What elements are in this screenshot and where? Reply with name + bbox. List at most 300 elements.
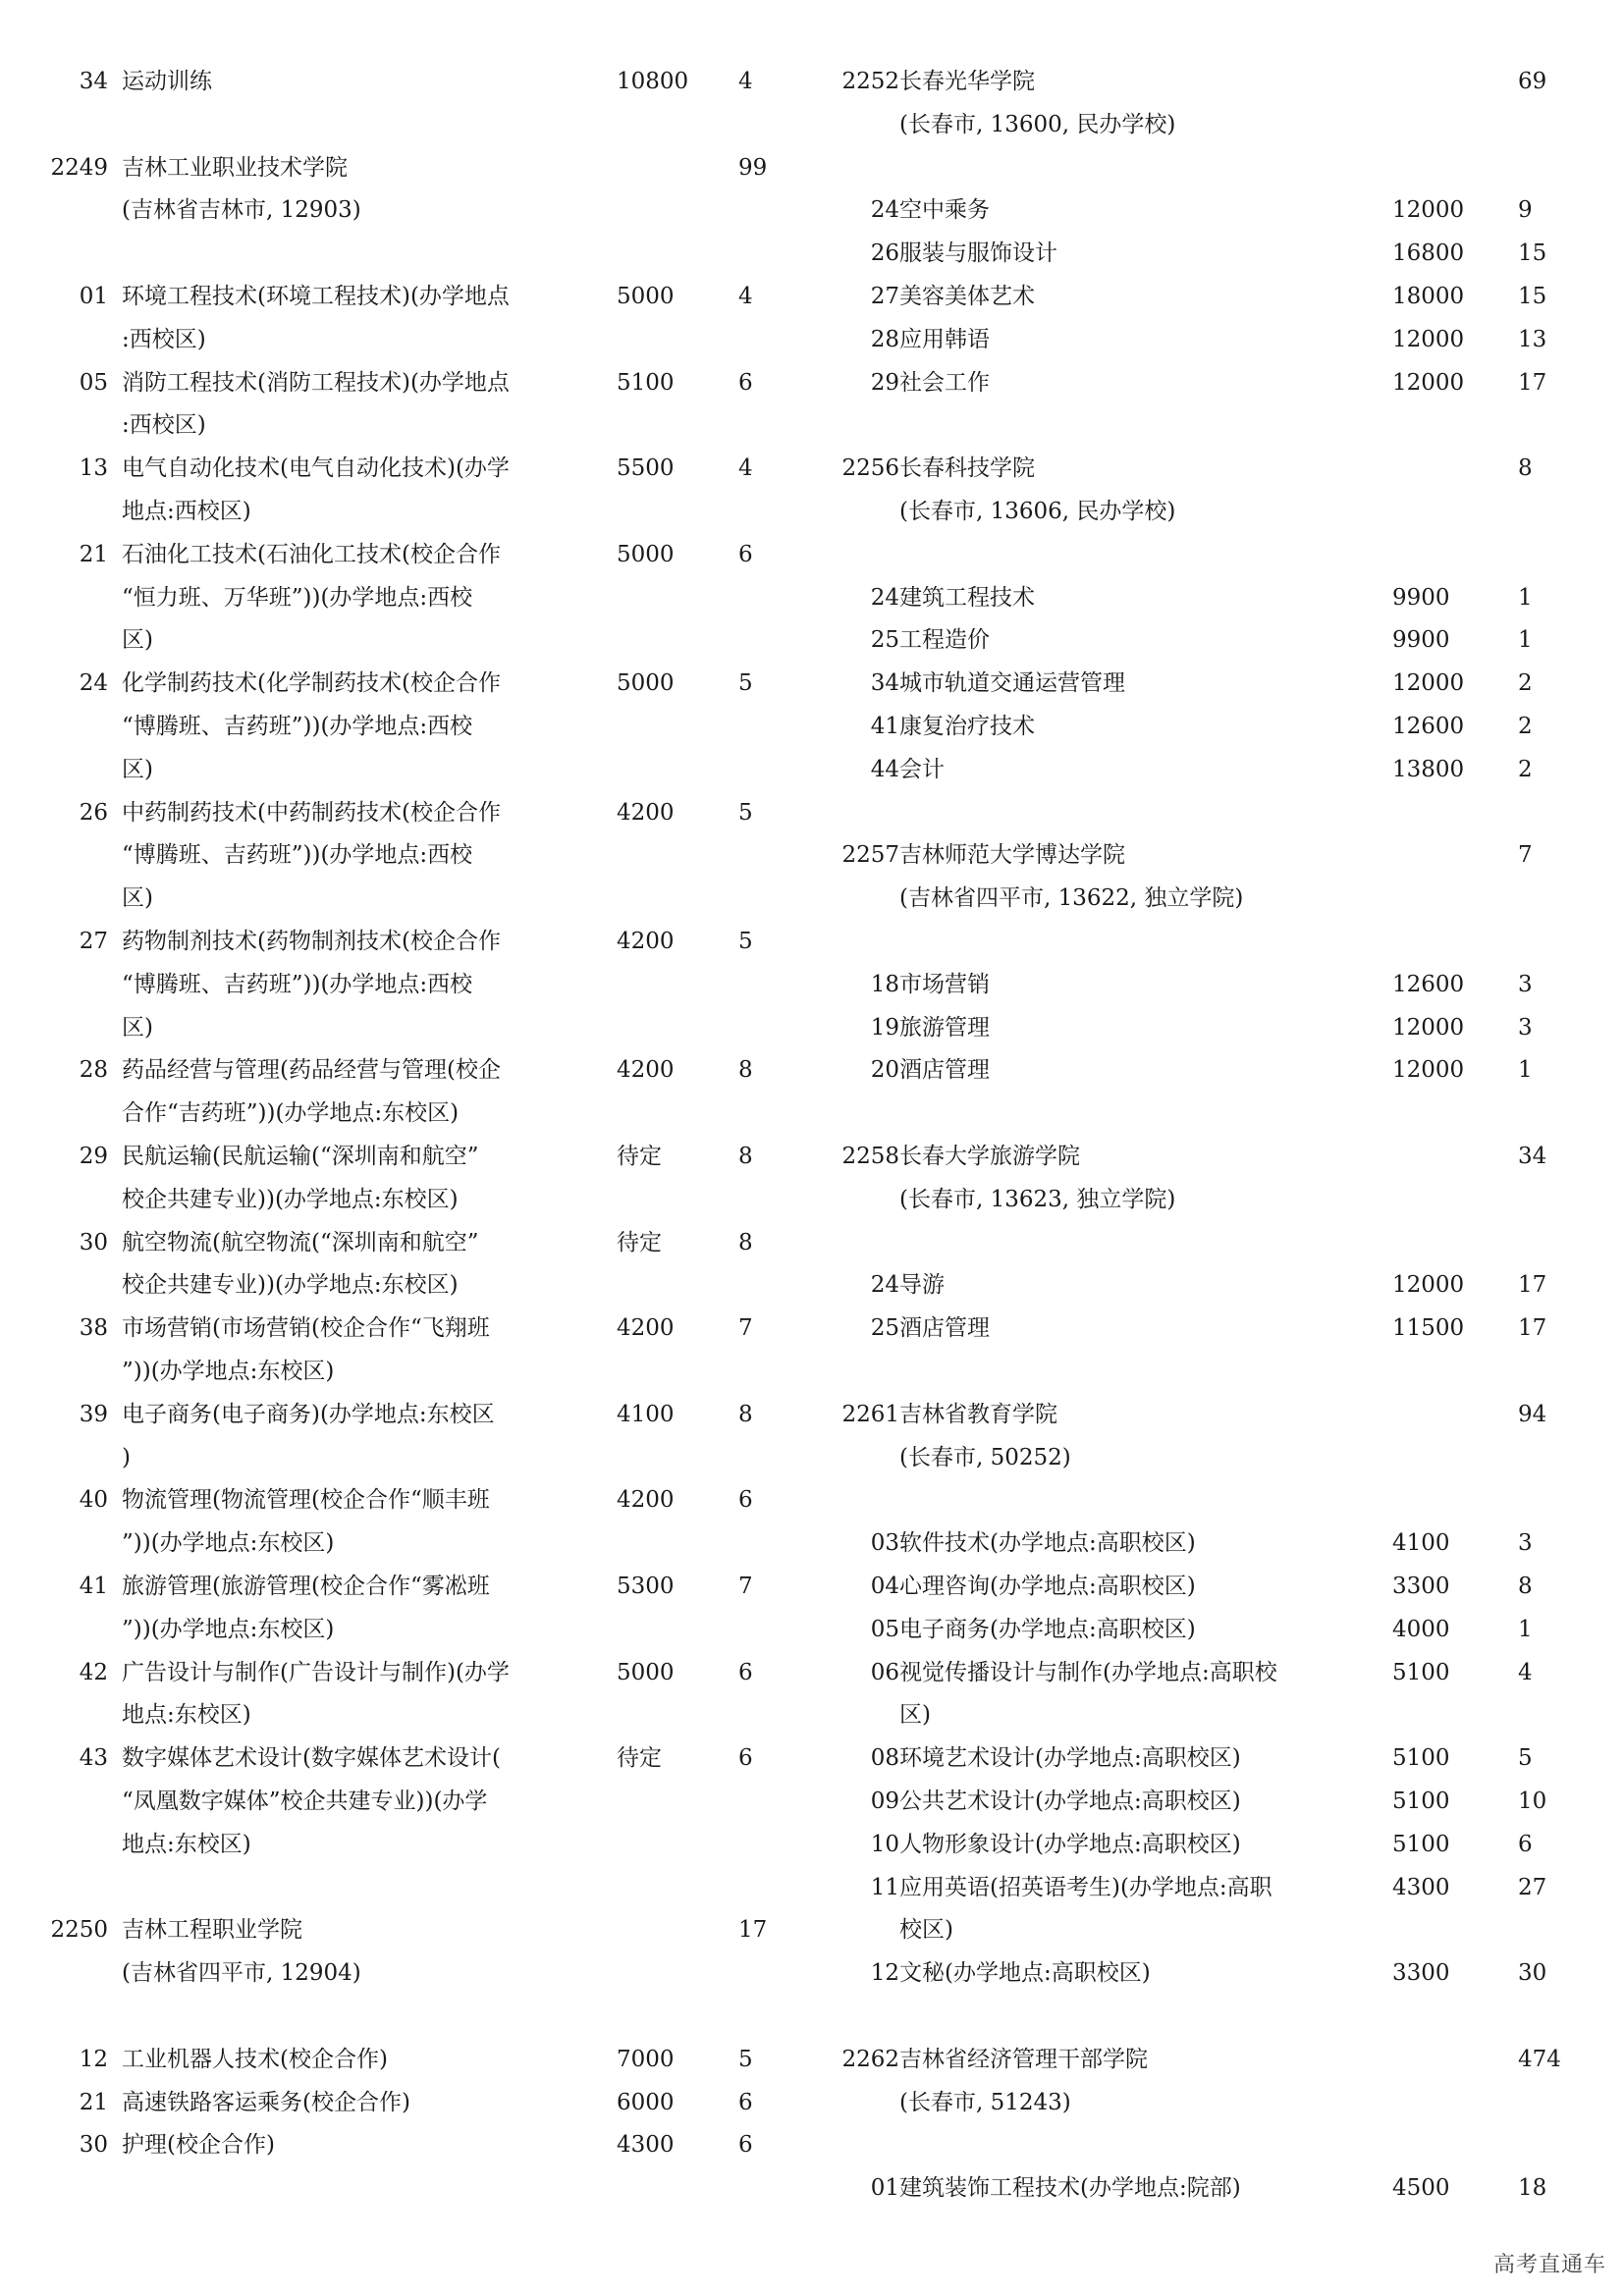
institution-info: (长春市, 13623, 独立学院)	[899, 1186, 1176, 1212]
major-name: 药品经营与管理(药品经营与管理(校企	[122, 1057, 501, 1084]
tuition-fee: 5100	[1392, 1659, 1450, 1685]
institution-code: 2258	[841, 1144, 899, 1169]
tuition-fee: 4000	[1392, 1616, 1450, 1642]
tuition-fee: 12000	[1392, 1014, 1465, 1041]
major-name: 运动训练	[122, 69, 212, 94]
major-row	[805, 275, 1624, 318]
major-name: 石油化工技术(石油化工技术(校企合作	[122, 541, 501, 567]
major-row	[0, 662, 805, 705]
major-row	[0, 1780, 805, 1823]
institution-row	[805, 490, 1624, 533]
major-name: 导游	[899, 1272, 945, 1299]
major-row	[0, 748, 805, 791]
institution-code: 2256	[841, 455, 899, 482]
institution-name: 长春大学旅游学院	[899, 1144, 1080, 1169]
major-name: 合作“吉药班”))(办学地点:东校区)	[122, 1100, 460, 1127]
major-row	[805, 1780, 1624, 1823]
tuition-fee: 9900	[1392, 627, 1450, 654]
major-row	[805, 1866, 1624, 1909]
major-row	[0, 1263, 805, 1307]
major-row	[0, 318, 805, 361]
institution-name: 长春科技学院	[899, 455, 1035, 482]
plan-count: 6	[1518, 1831, 1533, 1857]
major-row	[0, 1350, 805, 1393]
major-code: 26	[79, 799, 108, 826]
major-code: 11	[870, 1874, 899, 1900]
institution-name: 吉林工程职业学院	[122, 1917, 302, 1944]
major-row	[805, 705, 1624, 748]
institution-info: (长春市, 13600, 民办学校)	[899, 111, 1176, 137]
major-row	[805, 963, 1624, 1006]
major-row	[0, 576, 805, 619]
major-row	[805, 618, 1624, 662]
institution-row	[805, 1436, 1624, 1479]
major-row	[0, 1006, 805, 1049]
major-row	[0, 1221, 805, 1264]
major-name: 电子商务(办学地点:高职校区)	[899, 1616, 1196, 1642]
major-row	[0, 705, 805, 748]
major-row	[0, 1307, 805, 1350]
major-code: 03	[870, 1530, 899, 1557]
major-row	[0, 877, 805, 920]
plan-count: 8	[738, 1229, 753, 1255]
plan-count: 15	[1518, 284, 1547, 309]
tuition-fee: 7000	[617, 2046, 675, 2072]
major-code: 05	[870, 1616, 899, 1642]
institution-info: (吉林省四平市, 13622, 独立学院)	[899, 885, 1244, 912]
major-name: 社会工作	[899, 369, 990, 396]
major-name: 市场营销	[899, 971, 990, 997]
major-row	[0, 1478, 805, 1522]
major-code: 09	[870, 1789, 899, 1814]
major-name: 校企共建专业))(办学地点:东校区)	[122, 1272, 459, 1299]
major-name: 区)	[122, 627, 153, 654]
major-name: 康复治疗技术	[899, 714, 1035, 739]
major-code: 04	[870, 1574, 899, 1599]
tuition-fee: 5000	[617, 541, 675, 567]
major-row	[0, 920, 805, 963]
plan-count: 13	[1518, 326, 1547, 352]
major-name: 软件技术(办学地点:高职校区)	[899, 1530, 1196, 1557]
major-name: 区)	[899, 1702, 931, 1729]
major-row	[805, 1307, 1624, 1350]
major-name: 护理(校企合作)	[122, 2132, 275, 2159]
institution-name: 吉林省教育学院	[899, 1401, 1057, 1427]
major-name: 工程造价	[899, 627, 990, 654]
tuition-fee: 13800	[1392, 756, 1465, 782]
major-name: 旅游管理	[899, 1014, 990, 1041]
major-row	[0, 275, 805, 318]
major-row	[805, 1522, 1624, 1565]
major-name: 公共艺术设计(办学地点:高职校区)	[899, 1789, 1241, 1814]
major-name: 环境艺术设计(办学地点:高职校区)	[899, 1745, 1241, 1772]
major-row	[0, 1608, 805, 1651]
plan-count: 2	[1518, 714, 1533, 739]
major-name: ”))(办学地点:东校区)	[122, 1359, 335, 1384]
plan-count: 15	[1518, 240, 1547, 267]
major-name: “博腾班、吉药班”))(办学地点:西校	[122, 842, 473, 869]
tuition-fee: 4500	[1392, 2175, 1450, 2202]
major-row	[0, 1565, 805, 1608]
major-code: 28	[79, 1057, 108, 1084]
major-name: 校企共建专业))(办学地点:东校区)	[122, 1186, 459, 1212]
tuition-fee: 11500	[1392, 1315, 1465, 1342]
tuition-fee: 3300	[1392, 1960, 1450, 1987]
major-code: 34	[79, 69, 108, 94]
plan-count: 8	[738, 1144, 753, 1169]
major-name: 人物形象设计(办学地点:高职校区)	[899, 1831, 1241, 1857]
tuition-fee: 4100	[1392, 1530, 1450, 1557]
major-code: 24	[870, 197, 899, 224]
major-row	[805, 1565, 1624, 1608]
major-name: )	[122, 1444, 131, 1470]
major-row	[805, 1048, 1624, 1092]
major-row	[0, 1693, 805, 1736]
tuition-fee: 12000	[1392, 197, 1465, 224]
major-row	[0, 1651, 805, 1694]
institution-info: (吉林省吉林市, 12903)	[122, 197, 361, 224]
major-code: 40	[79, 1487, 108, 1514]
institution-row	[805, 1178, 1624, 1221]
tuition-fee: 10800	[617, 69, 689, 94]
major-row	[805, 1908, 1624, 1951]
major-name: “凤凰数字媒体”校企共建专业))(办学	[122, 1789, 488, 1814]
major-name: 民航运输(民航运输(“深圳南和航空”	[122, 1144, 479, 1169]
institution-row	[805, 1135, 1624, 1178]
major-name: 地点:东校区)	[122, 1702, 251, 1729]
institution-row	[0, 1908, 805, 1951]
major-code: 27	[79, 929, 108, 954]
major-name: 会计	[899, 756, 945, 782]
institution-plan-total: 99	[738, 154, 768, 181]
major-row	[805, 1608, 1624, 1651]
major-name: 区)	[122, 1014, 153, 1041]
major-code: 26	[870, 240, 899, 267]
tuition-fee: 4200	[617, 1487, 675, 1514]
tuition-fee: 12600	[1392, 714, 1465, 739]
institution-name: 长春光华学院	[899, 69, 1035, 94]
tuition-fee: 4300	[1392, 1874, 1450, 1900]
major-row	[0, 791, 805, 834]
plan-count: 10	[1518, 1789, 1547, 1814]
tuition-fee: 3300	[1392, 1574, 1450, 1599]
major-code: 41	[870, 714, 899, 739]
major-name: 心理咨询(办学地点:高职校区)	[899, 1574, 1196, 1599]
major-code: 13	[79, 455, 108, 482]
major-name: 酒店管理	[899, 1057, 990, 1084]
plan-count: 4	[1518, 1659, 1533, 1685]
major-name: 数字媒体艺术设计(数字媒体艺术设计(	[122, 1745, 501, 1772]
plan-count: 5	[738, 929, 753, 954]
major-row	[0, 60, 805, 103]
major-code: 06	[870, 1659, 899, 1685]
tuition-fee: 待定	[617, 1144, 662, 1169]
major-name: 建筑工程技术	[899, 584, 1035, 611]
major-row	[0, 1092, 805, 1135]
major-row	[0, 1736, 805, 1780]
major-name: 化学制药技术(化学制药技术(校企合作	[122, 670, 501, 697]
tuition-fee: 5500	[617, 455, 675, 482]
tuition-fee: 12600	[1392, 971, 1465, 997]
plan-count: 5	[1518, 1745, 1533, 1772]
tuition-fee: 16800	[1392, 240, 1465, 267]
major-name: 电子商务(电子商务)(办学地点:东校区	[122, 1401, 495, 1427]
institution-row	[805, 833, 1624, 877]
plan-count: 5	[738, 670, 753, 697]
tuition-fee: 4200	[617, 1057, 675, 1084]
tuition-fee: 5100	[617, 369, 675, 396]
major-code: 24	[870, 1272, 899, 1299]
major-name: 建筑装饰工程技术(办学地点:院部)	[899, 2175, 1241, 2202]
plan-count: 6	[738, 369, 753, 396]
institution-plan-total: 8	[1518, 455, 1533, 482]
major-code: 30	[79, 1229, 108, 1255]
major-name: 区)	[122, 885, 153, 912]
major-code: 01	[79, 284, 108, 309]
major-code: 24	[79, 670, 108, 697]
major-code: 25	[870, 627, 899, 654]
major-code: 18	[870, 971, 899, 997]
major-code: 21	[79, 541, 108, 567]
institution-row	[805, 2081, 1624, 2124]
major-code: 34	[870, 670, 899, 697]
plan-count: 1	[1518, 1616, 1533, 1642]
major-row	[805, 1736, 1624, 1780]
institution-code: 2262	[841, 2046, 899, 2072]
plan-count: 4	[738, 455, 753, 482]
major-name: “博腾班、吉药班”))(办学地点:西校	[122, 971, 473, 997]
plan-count: 8	[1518, 1574, 1533, 1599]
major-name: 电气自动化技术(电气自动化技术)(办学	[122, 455, 510, 482]
tuition-fee: 待定	[617, 1229, 662, 1255]
major-name: 空中乘务	[899, 197, 990, 224]
major-code: 30	[79, 2132, 108, 2159]
institution-plan-total: 474	[1518, 2046, 1561, 2072]
plan-count: 5	[738, 799, 753, 826]
major-row	[805, 1006, 1624, 1049]
plan-count: 2	[1518, 756, 1533, 782]
tuition-fee: 12000	[1392, 1272, 1465, 1299]
institution-code: 2261	[841, 1401, 899, 1427]
institution-name: 吉林师范大学博达学院	[899, 842, 1125, 869]
major-row	[805, 232, 1624, 275]
major-code: 19	[870, 1014, 899, 1041]
major-name: 城市轨道交通运营管理	[899, 670, 1125, 697]
major-row	[0, 1135, 805, 1178]
major-code: 41	[79, 1574, 108, 1599]
watermark-logo: 高考直通车	[1492, 2253, 1606, 2277]
institution-info: (吉林省四平市, 12904)	[122, 1960, 361, 1987]
major-code: 25	[870, 1315, 899, 1342]
plan-count: 2	[1518, 670, 1533, 697]
major-row	[805, 1693, 1624, 1736]
institution-row	[0, 188, 805, 232]
major-code: 43	[79, 1745, 108, 1772]
tuition-fee: 5100	[1392, 1789, 1450, 1814]
plan-count: 6	[738, 1659, 753, 1685]
plan-count: 4	[738, 69, 753, 94]
tuition-fee: 18000	[1392, 284, 1465, 309]
major-code: 12	[870, 1960, 899, 1987]
plan-count: 6	[738, 1487, 753, 1514]
institution-row	[805, 60, 1624, 103]
plan-count: 8	[738, 1057, 753, 1084]
major-code: 39	[79, 1401, 108, 1427]
major-row	[0, 1522, 805, 1565]
major-row	[805, 1651, 1624, 1694]
major-code: 20	[870, 1057, 899, 1084]
plan-count: 1	[1518, 1057, 1533, 1084]
plan-count: 17	[1518, 1272, 1547, 1299]
major-row	[0, 533, 805, 576]
tuition-fee: 12000	[1392, 1057, 1465, 1084]
plan-count: 17	[1518, 1315, 1547, 1342]
institution-row	[805, 1393, 1624, 1436]
major-code: 29	[870, 369, 899, 396]
major-row	[805, 748, 1624, 791]
tuition-fee: 5300	[617, 1574, 675, 1599]
major-name: 酒店管理	[899, 1315, 990, 1342]
tuition-fee: 5100	[1392, 1831, 1450, 1857]
plan-count: 27	[1518, 1874, 1547, 1900]
major-name: 地点:东校区)	[122, 1831, 251, 1857]
tuition-fee: 12000	[1392, 670, 1465, 697]
plan-count: 4	[738, 284, 753, 309]
tuition-fee: 9900	[1392, 584, 1450, 611]
tuition-fee: 4200	[617, 1315, 675, 1342]
institution-plan-total: 7	[1518, 842, 1533, 869]
major-row	[805, 1951, 1624, 1995]
major-row	[0, 2123, 805, 2166]
institution-name: 吉林工业职业技术学院	[122, 154, 348, 181]
major-name: 工业机器人技术(校企合作)	[122, 2046, 388, 2072]
institution-code: 2249	[50, 154, 108, 181]
plan-count: 3	[1518, 1014, 1533, 1041]
major-row	[805, 576, 1624, 619]
institution-code: 2252	[841, 69, 899, 94]
plan-count: 1	[1518, 627, 1533, 654]
plan-count: 9	[1518, 197, 1533, 224]
major-name: 美容美体艺术	[899, 284, 1035, 309]
major-code: 21	[79, 2089, 108, 2115]
major-code: 10	[870, 1831, 899, 1857]
major-name: 物流管理(物流管理(校企合作“顺丰班	[122, 1487, 490, 1514]
major-row	[0, 2081, 805, 2124]
major-name: 校区)	[899, 1917, 953, 1944]
tuition-fee: 4200	[617, 929, 675, 954]
institution-plan-total: 17	[738, 1917, 768, 1944]
institution-plan-total: 94	[1518, 1401, 1547, 1427]
plan-count: 1	[1518, 584, 1533, 611]
major-row	[805, 361, 1624, 404]
major-code: 01	[870, 2175, 899, 2202]
major-row	[0, 2038, 805, 2081]
major-code: 24	[870, 584, 899, 611]
major-row	[0, 1393, 805, 1436]
major-name: 消防工程技术(消防工程技术)(办学地点	[122, 369, 510, 396]
major-name: 中药制药技术(中药制药技术(校企合作	[122, 799, 501, 826]
major-code: 28	[870, 326, 899, 352]
major-code: 12	[79, 2046, 108, 2072]
institution-info: (长春市, 51243)	[899, 2089, 1071, 2115]
tuition-fee: 5000	[617, 284, 675, 309]
major-code: 05	[79, 369, 108, 396]
major-name: ”))(办学地点:东校区)	[122, 1530, 335, 1557]
major-code: 27	[870, 284, 899, 309]
institution-name: 吉林省经济管理干部学院	[899, 2046, 1148, 2072]
major-name: ”))(办学地点:东校区)	[122, 1616, 335, 1642]
plan-count: 7	[738, 1315, 753, 1342]
major-code: 42	[79, 1659, 108, 1685]
tuition-fee: 4300	[617, 2132, 675, 2159]
major-name: “恒力班、万华班”))(办学地点:西校	[122, 584, 473, 611]
tuition-fee: 4200	[617, 799, 675, 826]
major-row	[0, 1436, 805, 1479]
major-row	[805, 1823, 1624, 1866]
major-name: 旅游管理(旅游管理(校企合作“雾凇班	[122, 1574, 490, 1599]
institution-info: (长春市, 13606, 民办学校)	[899, 499, 1176, 524]
major-code: 29	[79, 1144, 108, 1169]
major-name: 文秘(办学地点:高职校区)	[899, 1960, 1151, 1987]
major-name: 环境工程技术(环境工程技术)(办学地点	[122, 284, 510, 309]
major-row	[0, 361, 805, 404]
major-name: 应用韩语	[899, 326, 990, 352]
institution-plan-total: 69	[1518, 69, 1547, 94]
plan-count: 8	[738, 1401, 753, 1427]
plan-count: 18	[1518, 2175, 1547, 2202]
tuition-fee: 5100	[1392, 1745, 1450, 1772]
major-name: 航空物流(航空物流(“深圳南和航空”	[122, 1229, 479, 1255]
major-code: 38	[79, 1315, 108, 1342]
major-row	[0, 833, 805, 877]
major-row	[0, 490, 805, 533]
major-name: “博腾班、吉药班”))(办学地点:西校	[122, 714, 473, 739]
major-name: 地点:西校区)	[122, 499, 251, 524]
major-code: 08	[870, 1745, 899, 1772]
plan-count: 6	[738, 2132, 753, 2159]
tuition-fee: 5000	[617, 1659, 675, 1685]
major-name: 药物制剂技术(药物制剂技术(校企合作	[122, 929, 501, 954]
major-row	[0, 963, 805, 1006]
major-row	[0, 1178, 805, 1221]
plan-count: 6	[738, 1745, 753, 1772]
major-name: 市场营销(市场营销(校企合作“飞翔班	[122, 1315, 490, 1342]
major-name: 视觉传播设计与制作(办学地点:高职校	[899, 1659, 1277, 1685]
major-code: 44	[870, 756, 899, 782]
major-row	[0, 618, 805, 662]
major-row	[805, 2166, 1624, 2210]
institution-row	[0, 1951, 805, 1995]
major-name: 高速铁路客运乘务(校企合作)	[122, 2089, 410, 2115]
institution-code: 2250	[50, 1917, 108, 1944]
plan-count: 5	[738, 2046, 753, 2072]
plan-count: 17	[1518, 369, 1547, 396]
tuition-fee: 12000	[1392, 369, 1465, 396]
institution-info: (长春市, 50252)	[899, 1444, 1071, 1470]
major-row	[0, 1823, 805, 1866]
major-name: 区)	[122, 756, 153, 782]
major-name: 服装与服饰设计	[899, 240, 1057, 267]
tuition-fee: 5000	[617, 670, 675, 697]
institution-plan-total: 34	[1518, 1144, 1547, 1169]
tuition-fee: 4100	[617, 1401, 675, 1427]
plan-count: 6	[738, 2089, 753, 2115]
plan-count: 7	[738, 1574, 753, 1599]
institution-row	[0, 146, 805, 189]
institution-row	[805, 103, 1624, 146]
tuition-fee: 12000	[1392, 326, 1465, 352]
major-row	[805, 1263, 1624, 1307]
